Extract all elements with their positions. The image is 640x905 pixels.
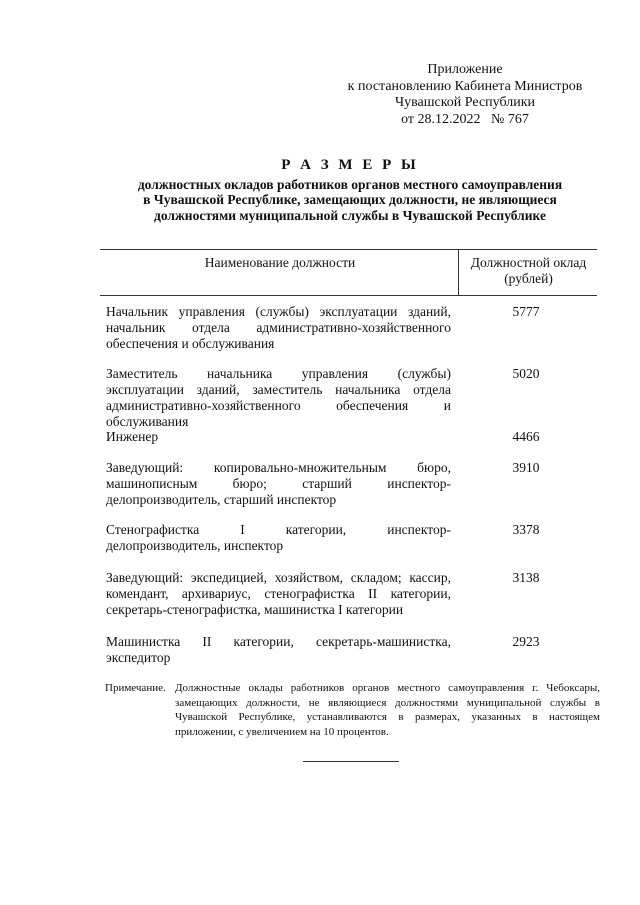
salary-value: 3138: [512, 570, 540, 585]
table-row: [106, 366, 600, 430]
position-name: Начальник управления (службы) эксплуатации зданий, начальник отдела административно-хозяйственного обеспечения и обслуживания: [106, 304, 451, 351]
table-row: [106, 570, 600, 618]
footnote: [105, 681, 600, 739]
column-header-salary-line: (рублей): [504, 271, 553, 286]
salary-value: 4466: [512, 429, 540, 444]
position-name: Заведующий: экспедицией, хозяйством, складом; кассир, комендант, архивариус, стенографистка II категории, секретарь-стенографистка, машинистка I категории: [106, 570, 451, 617]
appendix-line: Чувашской Республики: [394, 95, 536, 110]
salary-value: 2923: [512, 634, 540, 649]
table-row: [106, 304, 600, 352]
appendix-line: к постановлению Кабинета Министров: [347, 78, 583, 94]
column-header-salary-line: Должностной оклад: [470, 255, 587, 270]
appendix-line: от 28.12.2022 № 767: [401, 111, 529, 127]
column-header-position: Наименование должности: [204, 255, 356, 270]
table-row: [106, 460, 600, 508]
table-row: [106, 429, 600, 445]
title-line: должностных окладов работников органов местного самоуправления: [137, 176, 563, 192]
position-name: Заведующий: копировально-множительным бюро, машинописным бюро; старший инспектор-делопроизводитель, старший инспектор: [106, 460, 451, 507]
end-rule: [303, 761, 399, 762]
table-row: [106, 634, 600, 666]
footnote-label: Примечание.: [105, 682, 166, 694]
position-name: Инженер: [106, 429, 159, 444]
position-name: Машинистка II категории, секретарь-машинистка, экспедитор: [106, 634, 451, 665]
salary-value: 5777: [512, 304, 540, 319]
position-name: Стенографистка I категории, инспектор-делопроизводитель, инспектор: [106, 522, 451, 553]
table-header-rule: [100, 295, 597, 296]
salary-value: 3378: [512, 522, 540, 537]
appendix-line: Приложение: [427, 62, 503, 77]
salary-value: 5020: [512, 366, 540, 381]
table-column-divider: [458, 249, 459, 295]
title-line: в Чувашской Республике, замещающих должности, не являющиеся: [143, 192, 557, 207]
column-header-salary: [460, 255, 597, 287]
footnote-text: Должностные оклады работников органов местного самоуправления г. Чебоксары, замещающих должности, не являющиеся должностями муниципальной службы в Чувашской Республике, устанавливаются в размерах, указанных в настоящем приложении, с увеличением на 10 процентов.: [175, 682, 600, 738]
title-heading: Р А З М Е Р Ы: [281, 157, 419, 173]
document-title: [100, 158, 600, 223]
position-name: Заместитель начальника управления (службы) эксплуатации зданий, заместитель начальника отдела административно-хозяйственного обеспечения и обслуживания: [106, 366, 451, 429]
table-top-rule: [100, 249, 597, 250]
title-line: должностями муниципальной службы в Чувашской Республике: [154, 207, 546, 223]
table-row: [106, 522, 600, 554]
salary-value: 3910: [512, 460, 540, 475]
appendix-header: [330, 62, 600, 128]
